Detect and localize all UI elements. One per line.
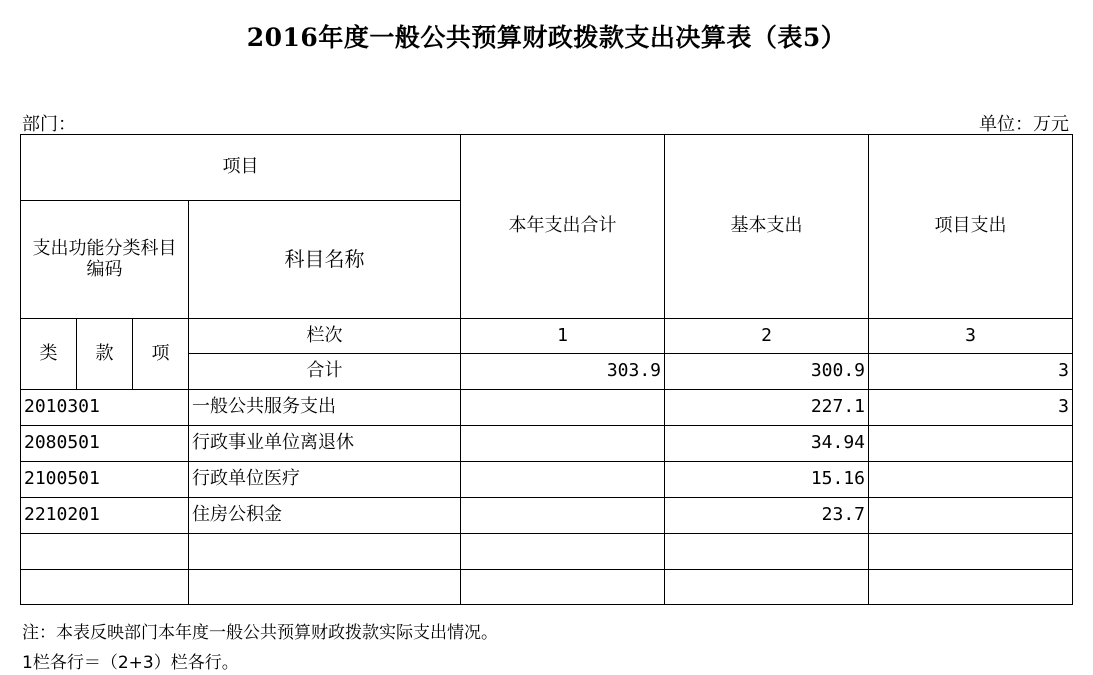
row-total: [461, 462, 665, 498]
note-line-1: 注：本表反映部门本年度一般公共预算财政拨款实际支出情况。: [22, 623, 498, 643]
row-code: [21, 570, 189, 605]
unit-label: 单位：万元: [979, 114, 1069, 135]
table-row: [21, 462, 1073, 498]
page-title: 2016年度一般公共预算财政拨款支出决算表（表5）: [246, 23, 847, 52]
row-basic: 15.16: [665, 462, 869, 498]
row-basic: [665, 534, 869, 570]
header-basic: 基本支出: [665, 135, 869, 319]
header-function-code: 支出功能分类科目编码: [21, 201, 189, 319]
header-project: 项目支出: [869, 135, 1073, 319]
header-col3: 3: [869, 319, 1073, 354]
row-name: 住房公积金: [189, 498, 461, 534]
header-col1: 1: [461, 319, 665, 354]
header-total: 本年支出合计: [461, 135, 665, 319]
header-item: 项目: [21, 135, 461, 201]
row-basic: [665, 570, 869, 605]
row-project: [869, 498, 1073, 534]
row-name: [189, 534, 461, 570]
budget-table: [20, 134, 1073, 605]
department-label: 部门：: [22, 114, 76, 135]
row-code: 2100501: [21, 462, 189, 498]
row-name: 行政事业单位离退休: [189, 426, 461, 462]
row-project: [869, 462, 1073, 498]
table-row: [21, 390, 1073, 426]
row-total: [461, 426, 665, 462]
header-item-level: 项: [133, 319, 189, 390]
row-name: 行政单位医疗: [189, 462, 461, 498]
total-label: 合计: [189, 354, 461, 390]
row-code: [21, 534, 189, 570]
row-project: [869, 426, 1073, 462]
row-name: 一般公共服务支出: [189, 390, 461, 426]
row-total: [461, 390, 665, 426]
row-project: [869, 534, 1073, 570]
total-basic: 300.9: [665, 354, 869, 390]
table-row: [21, 426, 1073, 462]
header-subject-name: 科目名称: [189, 201, 461, 319]
header-section: 款: [77, 319, 133, 390]
total-value: 303.9: [461, 354, 665, 390]
note-line-2: 1栏各行＝（2+3）栏各行。: [22, 653, 239, 673]
row-code: 2010301: [21, 390, 189, 426]
table-row: [21, 498, 1073, 534]
header-column-index: 栏次: [189, 319, 461, 354]
row-name: [189, 570, 461, 605]
table-row: [21, 570, 1073, 605]
header-col2: 2: [665, 319, 869, 354]
header-category: 类: [21, 319, 77, 390]
row-basic: 23.7: [665, 498, 869, 534]
row-basic: 227.1: [665, 390, 869, 426]
row-total: [461, 534, 665, 570]
row-total: [461, 570, 665, 605]
total-project: 3: [869, 354, 1073, 390]
row-project: 3: [869, 390, 1073, 426]
table-row: [21, 534, 1073, 570]
row-code: 2080501: [21, 426, 189, 462]
row-project: [869, 570, 1073, 605]
row-total: [461, 498, 665, 534]
row-basic: 34.94: [665, 426, 869, 462]
row-code: 2210201: [21, 498, 189, 534]
